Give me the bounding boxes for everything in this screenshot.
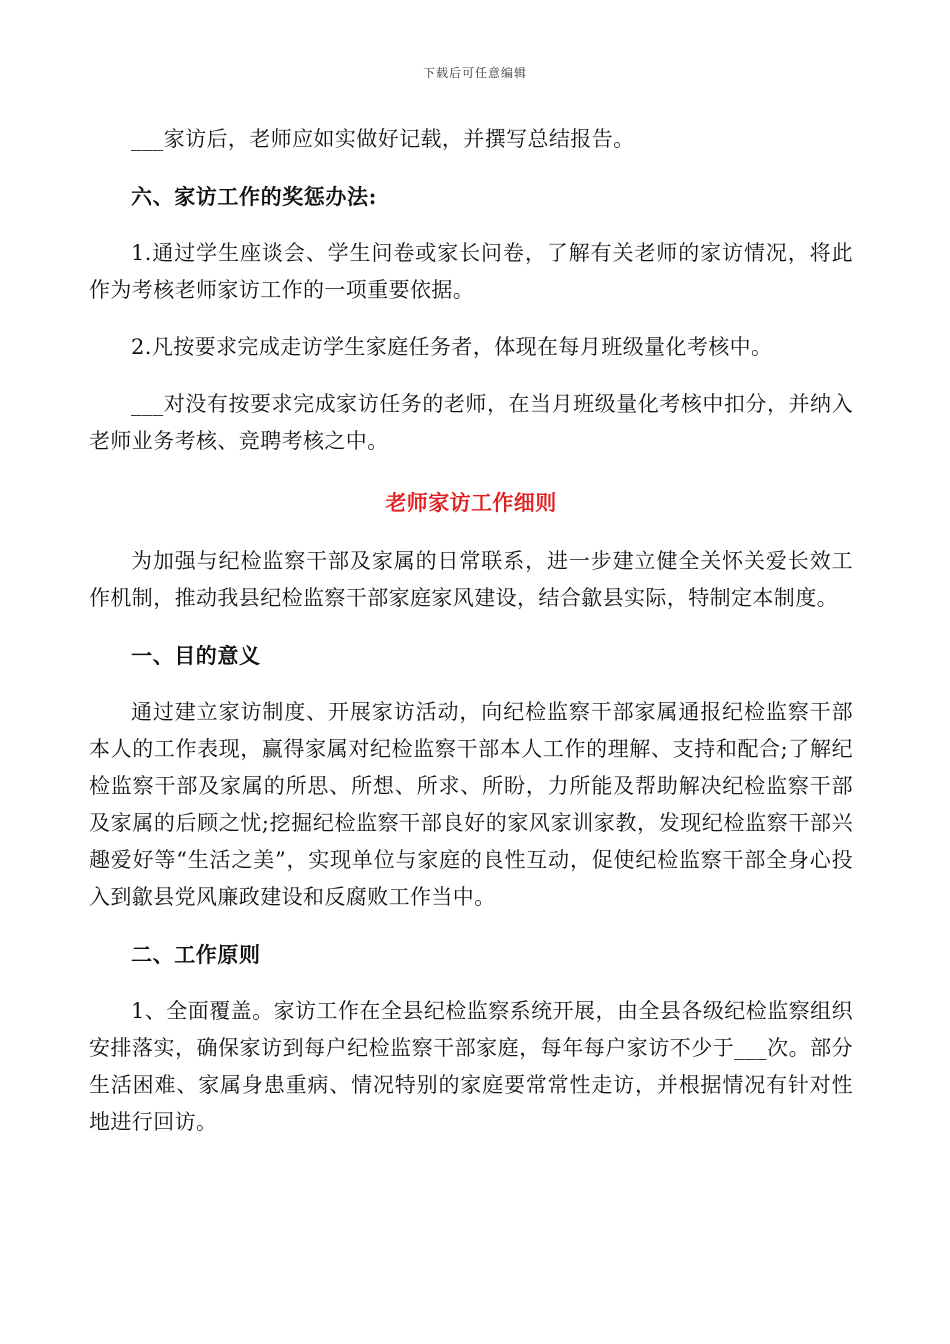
document-title: 老师家访工作细则 (385, 490, 557, 515)
paragraph-rule-1: 1.通过学生座谈会、学生问卷或家长问卷，了解有关老师的家访情况，将此作为考核老师家访工作的一项重要依据。 (89, 241, 853, 302)
paragraph-principle-1: 1、全面覆盖。家访工作在全县纪检监察系统开展，由全县各级纪检监察组织安排落实，确保家访到每户纪检监察干部家庭，每年每户家访不少于___次。部分生活困难、家属身患重病、情况特别的家庭要常常性走访，并根据情况有针对性地进行回访。 (89, 999, 853, 1134)
page-header: 下载后可任意编辑 (422, 66, 527, 80)
paragraph-rule-2: 2.凡按要求完成走访学生家庭任务者，体现在每月班级量化考核中。 (131, 335, 773, 359)
paragraph-purpose: 通过建立家访制度、开展家访活动，向纪检监察干部家属通报纪检监察干部本人的工作表现，赢得家属对纪检监察干部本人工作的理解、支持和配合;了解纪检监察干部及家属的所思、所想、所求、所盼，力所能及帮助解决纪检监察干部及家属的后顾之忧;挖掘纪检监察干部良好的家风家训家教，发现纪检监察干部兴趣爱好等“生活之美”，实现单位与家庭的良性互动，促使纪检监察干部全身心投入到歙县党风廉政建设和反腐败工作当中。 (89, 700, 853, 909)
paragraph-penalty: ___对没有按要求完成家访任务的老师，在当月班级量化考核中扣分，并纳入老师业务考核、竞聘考核之中。 (89, 392, 853, 453)
section-heading-purpose: 一、目的意义 (131, 643, 261, 668)
paragraph-intro: 为加强与纪检监察干部及家属的日常联系，进一步建立健全关怀关爱长效工作机制，推动我县纪检监察干部家庭家风建设，结合歙县实际，特制定本制度。 (89, 549, 853, 610)
section-heading-principles: 二、工作原则 (131, 942, 261, 967)
document-body (89, 121, 853, 1141)
paragraph-record-after-visit: ___家访后，老师应如实做好记载，并撰写总结报告。 (131, 127, 635, 151)
section-heading-rewards: 六、家访工作的奖惩办法: (131, 184, 377, 209)
